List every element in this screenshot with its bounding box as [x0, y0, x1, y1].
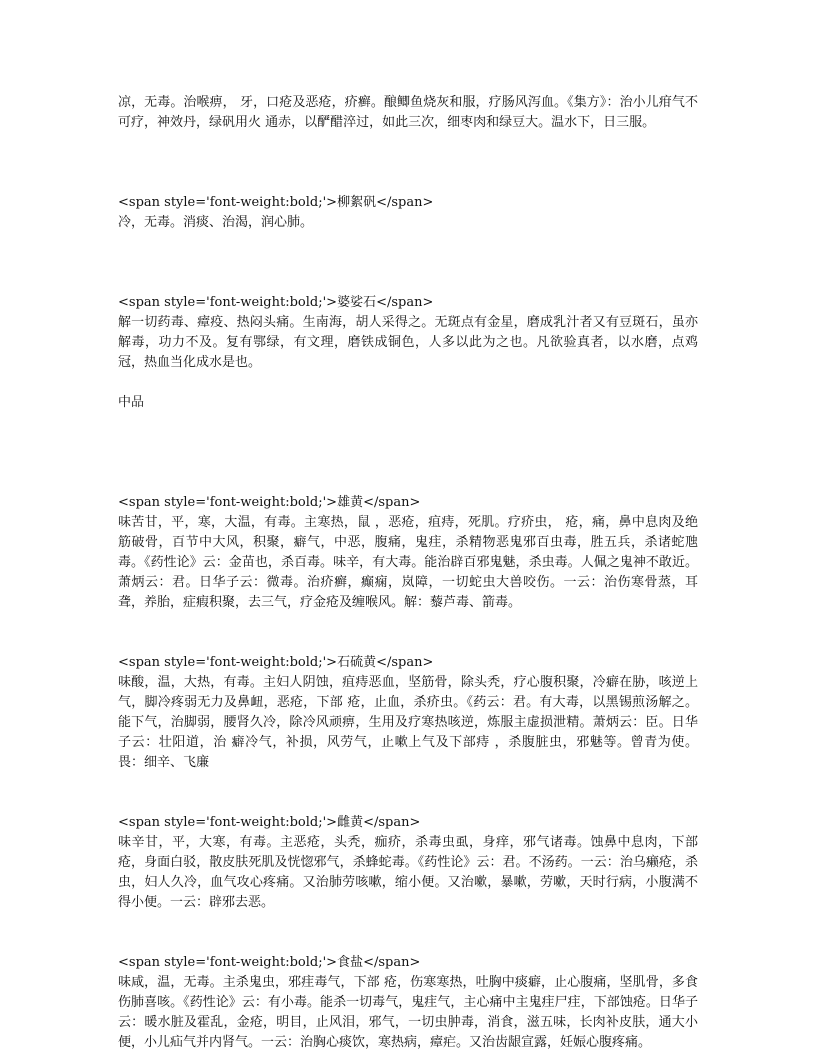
paragraph-liuxufan-text: 冷，无毒。消痰、治渴，润心肺。 — [118, 215, 314, 230]
entry-heading-cihuang: <span style='font-weight:bold;'>雌黄</span> — [118, 815, 421, 830]
section-title-zhongpin: 中品 — [118, 395, 145, 410]
entry-heading-shiliuhuang: <span style='font-weight:bold;'>石硫黄</span> — [118, 655, 434, 670]
entry-heading-shiyan: <span style='font-weight:bold;'>食盐</span> — [118, 955, 421, 970]
paragraph-posuoshi-text: 解一切药毒、瘴疫、热闷头痛。生南海，胡人采得之。无斑点有金星，磨成乳汁者又有豆斑石，虽亦解毒，功力不及。复有鄂绿，有文理，磨铁成铜色，人多以此为之也。凡欲验真者，以水磨，点鸡冠，热血当化成水是也。 — [118, 315, 698, 370]
paragraph-shiyan-text: 味咸，温，无毒。主杀鬼虫，邪疰毒气，下部 疮，伤寒寒热，吐胸中痰癖，止心腹痛，坚肌骨，多食伤肺喜咳。《药性论》云：有小毒。能杀一切毒气，鬼疰气，主心痛中主鬼疰尸疰，下部蚀疮。日华子云：暖水脏及霍乱，金疮，明目，止风泪，邪气，一切虫肿毒，消食，滋五味，长肉补皮肤，通大小便，小儿疝气并内肾气。一云：治胸心痰饮，寒热病，瘴疟。又治齿龈宣露，妊娠心腹疼痛。 — [118, 975, 698, 1050]
entry-heading-posuoshi: <span style='font-weight:bold;'>婆娑石</span> — [118, 295, 434, 310]
paragraph-cihuang-text: 味辛甘，平，大寒，有毒。主恶疮，头秃，痂疥，杀毒虫虱，身痒，邪气诸毒。蚀鼻中息肉，下部 疮，身面白驳，散皮肤死肌及恍惚邪气，杀蜂蛇毒。《药性论》云：君。不汤药。一云：治乌癞疮，杀虫，妇人久冷，血气攻心疼痛。又治肺劳咳嗽，缩小便。又治嗽，暴嗽，劳嗽，天时行病，小腹满不得小便。一云：辟邪去恶。 — [118, 835, 698, 910]
paragraph-shiliuhuang-text: 味酸，温，大热，有毒。主妇人阴蚀，疽痔恶血，坚筋骨，除头秃，疗心腹积聚，冷癖在胁，咳逆上气，脚冷疼弱无力及鼻衄，恶疮，下部 疮，止血，杀疥虫。《药云：君。有大毒，以黑锡煎汤解之。能下气，治脚弱，腰肾久冷，除冷风顽痹，生用及疗寒热咳逆，炼服主虚损泄精。萧炳云：臣。日华子云：壮阳道，治 癖冷气，补损，风劳气，止嗽上气及下部痔 ，杀腹脏虫，邪魅等。曾青为使。畏：细辛、飞廉 — [118, 675, 698, 770]
paragraph-lvfan-text: 凉，无毒。治喉痹， 牙，口疮及恶疮，疥癣。酿鲫鱼烧灰和服，疗肠风泻血。《集方》：治小儿疳气不可疗，神效丹，绿矾用火 通赤，以酽醋淬过，如此三次，细枣肉和绿豆大。温水下，日三服。 — [118, 95, 698, 130]
paragraph-xionghuang-text: 味苦甘，平，寒，大温，有毒。主寒热，鼠 ，恶疮，疽痔，死肌。疗疥虫， 疮，痛，鼻中息肉及绝筋破骨，百节中大风，积聚，癖气，中恶，腹痛，鬼疰，杀精物恶鬼邪百虫毒，胜五兵，杀诸蛇虺毒。《药性论》云：金苗也，杀百毒。味辛，有大毒。能治辟百邪鬼魅，杀虫毒。人佩之鬼神不敢近。萧炳云：君。日华子云：微毒。治疥癣，癫痫，岚障，一切蛇虫大兽咬伤。一云：治伤寒骨蒸，耳聋，养胎，症瘕积聚，去三气，疗金疮及缠喉风。解：藜芦毒、箭毒。 — [118, 515, 698, 610]
entry-heading-liuxufan: <span style='font-weight:bold;'>柳絮矾</span> — [118, 195, 434, 210]
entry-heading-xionghuang: <span style='font-weight:bold;'>雄黄</span> — [118, 495, 421, 510]
